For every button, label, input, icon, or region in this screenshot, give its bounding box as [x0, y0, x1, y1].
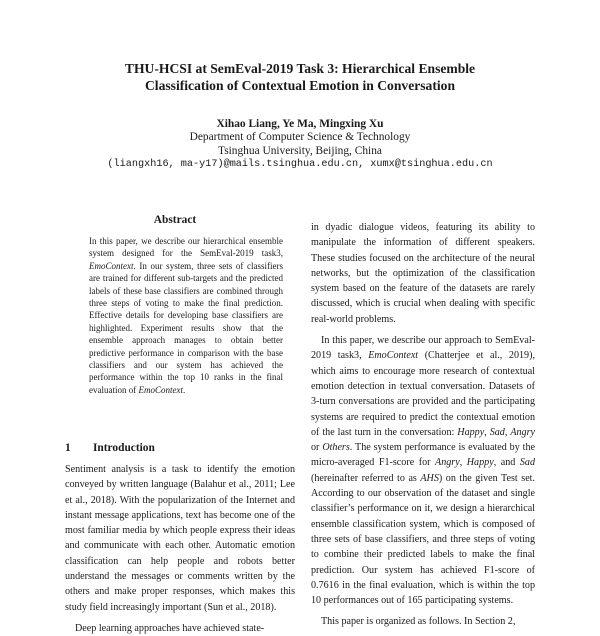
- abstract-text: In this paper, we describe our hierarchical ensemble system designed for the SemEval-2019 task3, EmoContext. In our system, three sets of classifiers are trained for different sub-targets and the predicted labels of these base classifiers are combined through three steps of voting to make the final prediction. Effective details for developing base classifiers are highlighted. Experiment results show that the ensemble approach manages to obtain better predictive performance in comparison with the base classifiers and our system has achieved the performance within the top 10 ranks in the final evaluation of EmoContext.: [89, 236, 283, 395]
- section-heading-introduction: [65, 442, 155, 454]
- right-paragraph-3: This paper is organized as follows. In Section 2,: [321, 616, 516, 628]
- intro-paragraph-2: Deep learning approaches have achieved state-: [75, 622, 265, 634]
- left-column-body: [65, 462, 295, 636]
- section-title: Introduction: [93, 442, 155, 454]
- affiliation-department: Department of Computer Science & Technology: [189, 131, 411, 143]
- right-paragraph-1: in dyadic dialogue videos, featuring its ability to manipulate the information of different speakers. These studies focused on the architecture of the neural networks, but the optimization of the classification system based on the feature of the datasets are rarely discussed, which is crucial when dealing with specific real-world problems.: [311, 222, 535, 325]
- title-line-2: Classification of Contextual Emotion in Conversation: [144, 78, 456, 93]
- affiliation-university: Tsinghua University, Beijing, China: [218, 145, 382, 157]
- right-column-body: [311, 220, 535, 630]
- abstract-heading: Abstract: [153, 214, 197, 226]
- section-number: 1: [65, 442, 71, 454]
- title-line-1: THU-HCSI at SemEval-2019 Task 3: Hierarchical Ensemble: [124, 61, 476, 76]
- right-paragraph-2: In this paper, we describe our approach to SemEval-2019 task3, EmoContext (Chatterjee et al., 2019), which aims to encourage more research of contextual emotion detection in textual conversation. Datasets of 3-turn conversations are provided and the participating systems are required to predict the contextual emotion of the last turn in the conversation: Happy, Sad, Angry or Others. The system performance is evaluated by the micro-averaged F1-score for Angry, Happy, and Sad (hereinafter referred to as AHS) on the given Test set. According to our observation of the dataset and single classifier’s performance on it, we design a hierarchical ensemble classification system, which is composed of three sets of base classifiers, and three steps of voting to combine their predicted labels to make the final prediction. Our system has achieved F1-score of 0.7616 in the final evaluation, which is within the top 10 performances out of 165 participating systems.: [311, 335, 535, 607]
- author-list: Xihao Liang, Ye Ma, Mingxing Xu: [216, 118, 384, 130]
- intro-paragraph-1: Sentiment analysis is a task to identify the emotion conveyed by written language (Balahur et al., 2011; Lee et al., 2018). With the popularization of the Internet and instant message applications, text has become one of the most familiar media by which people express their ideas and communicate with each other. Automatic emotion classification can help people and robots better understand the messages or comments written by the others and make proper responses, which makes this study field increasingly important (Sun et al., 2018).: [65, 464, 295, 613]
- paper-title: [60, 60, 540, 94]
- author-emails: (liangxh16, ma-y17)@mails.tsinghua.edu.cn, xumx@tsinghua.edu.cn: [107, 159, 493, 170]
